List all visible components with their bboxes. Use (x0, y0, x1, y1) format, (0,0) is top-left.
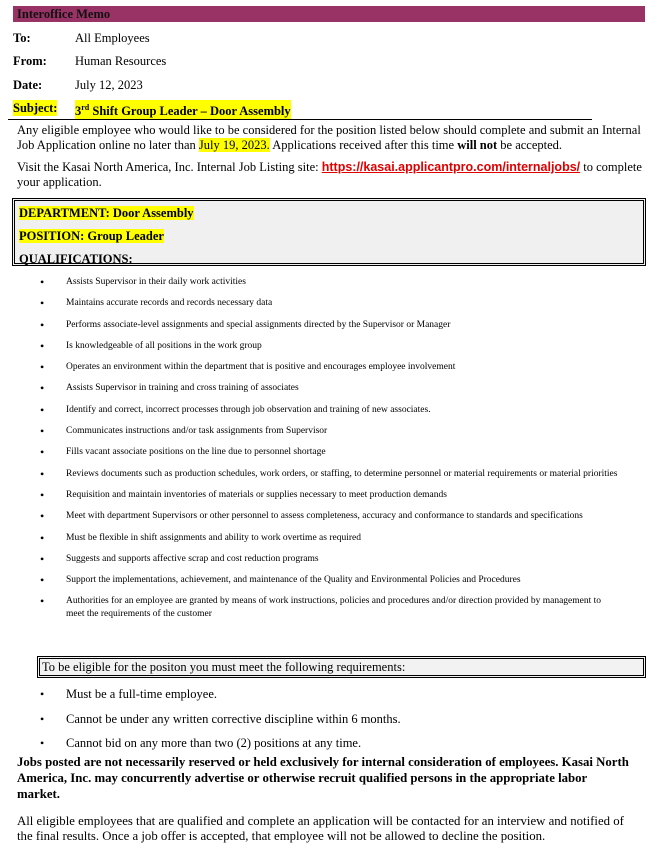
from-label: From: (13, 54, 47, 68)
qualification-item: • Assists Supervisor in their daily work activities (40, 276, 620, 289)
qualification-item: • Requisition and maintain inventories of materials or supplies necessary to meet production demands (40, 489, 620, 502)
qualification-item: • Assists Supervisor in training and cross training of associates (40, 382, 620, 395)
qualification-item: • Suggests and supports affective scrap and cost reduction programs (40, 553, 620, 566)
intro-text-2: Applications received after this time (269, 138, 458, 152)
qualification-item: • Fills vacant associate positions on the line due to personnel shortage (40, 446, 620, 459)
requirements-list (40, 686, 401, 760)
intro-text-3: be accepted. (497, 138, 563, 152)
deadline: July 19, 2023. (198, 138, 270, 152)
qualifications-list (40, 276, 620, 630)
subject-ordinal: rd (81, 103, 90, 112)
date-value: July 12, 2023 (75, 78, 143, 92)
qualification-item: • Identify and correct, incorrect processes through job observation and training of new associates. (40, 404, 620, 417)
qualification-item: • Meet with department Supervisors or other personnel to assess completeness, accuracy and conformance to standards and specifications (40, 510, 620, 523)
subject-value (75, 100, 291, 119)
position-box (12, 198, 646, 266)
disclaimer: Jobs posted are not necessarily reserved or held exclusively for internal consideration of employees. Kasai North America, Inc. may concurrently advertise or otherwise recruit qualified persons in the appropriate labor market. (17, 755, 629, 801)
subject-number: 3 (75, 104, 82, 119)
memo-header: Interoffice Memo (13, 6, 645, 22)
qualification-item: • Performs associate-level assignments and special assignments directed by the Supervisor or Manager (40, 319, 620, 332)
visit-paragraph (17, 160, 647, 190)
visit-text: Visit the Kasai North America, Inc. Internal Job Listing site: (17, 160, 322, 174)
qualification-item: • Support the implementations, achievement, and maintenance of the Quality and Environmental Policies and Procedures (40, 574, 620, 587)
department: DEPARTMENT: Door Assembly (19, 206, 194, 220)
job-listing-link[interactable]: https://kasai.applicantpro.com/internaljobs/ (321, 160, 581, 174)
requirements-heading: To be eligible for the positon you must meet the following requirements: (37, 656, 646, 678)
from-value: Human Resources (75, 54, 167, 68)
subject-text: Shift Group Leader – Door Assembly (89, 104, 291, 119)
divider (8, 119, 592, 120)
requirement-item: • Must be a full-time employee. (40, 686, 401, 702)
requirement-item: • Cannot be under any written corrective discipline within 6 months. (40, 711, 401, 727)
to-label: To: (13, 31, 31, 45)
visit-text-2: to complete your application. (17, 160, 642, 189)
qualification-item: • Authorities for an employee are granted by means of work instructions, policies and procedures and/or direction provided by management to meet the requirements of the customer (40, 595, 620, 621)
intro-paragraph (17, 123, 647, 153)
qualification-item: • Maintains accurate records and records necessary data (40, 297, 620, 310)
date-label: Date: (13, 78, 43, 92)
qualification-item: • Operates an environment within the department that is positive and encourages employee involvement (40, 361, 620, 374)
qualifications-heading: QUALIFICATIONS: (19, 252, 133, 266)
intro-emphasis: will not (457, 138, 498, 152)
closing-paragraph: All eligible employees that are qualified and complete an application will be contacted for an interview and notified of the final results. Once a job offer is accepted, that employee will not be allowed to decline the position. (17, 814, 624, 843)
requirement-item: • Cannot bid on any more than two (2) positions at any time. (40, 735, 401, 751)
intro-text: Any eligible employee who would like to be considered for the position listed below should complete and submit an Internal Job Application online no later than (17, 123, 641, 152)
qualification-item: • Reviews documents such as production schedules, work orders, or staffing, to determine personnel or material requirements or material priorities (40, 468, 620, 481)
position: POSITION: Group Leader (19, 229, 164, 243)
qualification-item: • Is knowledgeable of all positions in the work group (40, 340, 620, 353)
to-value: All Employees (75, 31, 150, 45)
qualification-item: • Must be flexible in shift assignments and ability to work overtime as required (40, 532, 620, 545)
qualification-item: • Communicates instructions and/or task assignments from Supervisor (40, 425, 620, 438)
subject-label: Subject: (13, 101, 58, 115)
